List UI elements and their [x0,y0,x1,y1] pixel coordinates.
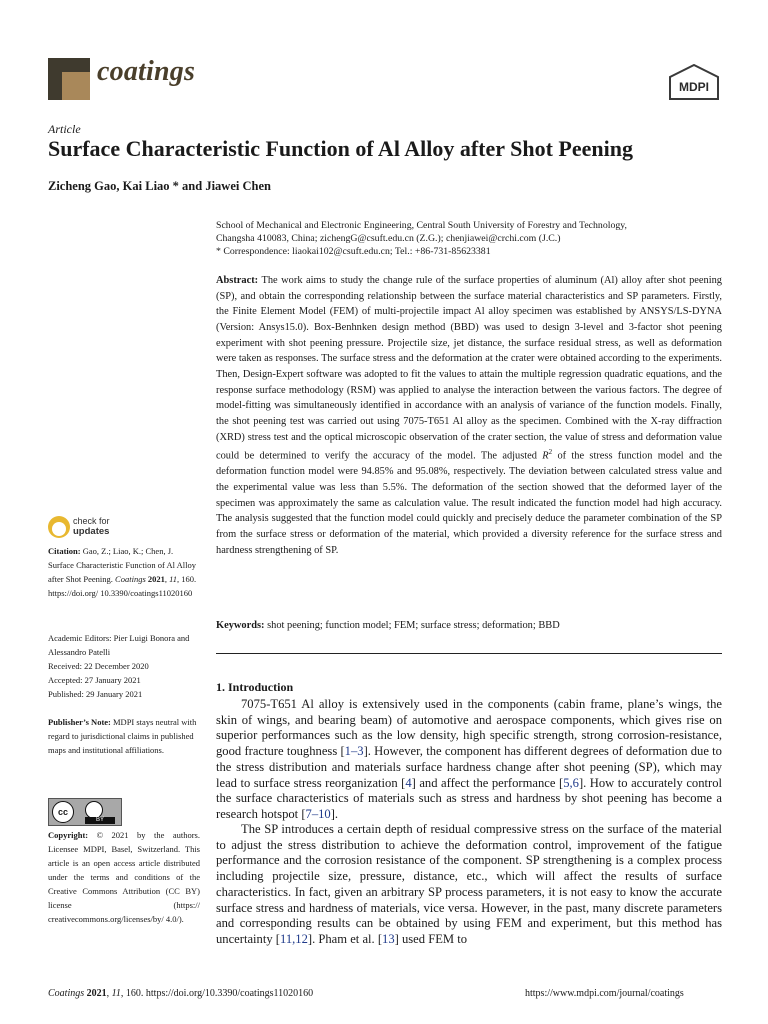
check-updates-label: check for [73,516,110,526]
publishers-note [48,715,200,757]
correspondence: * Correspondence: liaokai102@csuft.edu.cn; Tel.: +86-731-85623381 [216,246,491,257]
abstract-text: The work aims to study the change rule of the surface properties of aluminum (Al) alloy after shot peening (SP), and obtain the corresponding relationship between the surface material characteristics and SP parameters. Firstly, the Finite Element Model (FEM) of multi-projectile impact Al alloy specimen was established by ANSYS/LS-DYNA (Version: Ansys15.0). Box-Benhnken design method (BBD) was used to design 3-level and 3-factor shot peening experiment with shot peening pressure. Projectile size, jet distance, the surface residual stress, as well as deformation were taken as responses. The surface stress and the deformation at the crater were obtained according to the experiments. Then, Design-Expert software was adopted to fit the values to attain the multiple regression quadratic equations, and the response surface methodology (RSM) was applied to analyse the interaction between the various factors. The degree of model-fitting was simultaneously identified in accordance with an analysis of variance of the function models. Finally, the shot peening test was carried out using 7075-T651 Al alloy as the specimen. Combined with the X-ray diffraction (XRD) stress test and the optical microscopic observation of the crater section, the value of stress and deformation value could be determined to verify the accuracy of the model. The adjusted [216,275,722,462]
copyright-text: © 2021 by the authors. Licensee MDPI, Basel, Switzerland. This article is an open access article distributed under the terms and conditions of the Creative Commons Attribution (CC BY) license (https:// creativecommons.org/licenses/by/ 4.0/). [48,830,200,924]
copyright [48,828,200,926]
footer-doi[interactable]: , 160. https://doi.org/10.3390/coatings11020160 [120,988,314,999]
affiliation-line: School of Mechanical and Electronic Engineering, Central South University of Forestry and Technology, [216,220,627,231]
citation-text: Gao, Z.; Liao, K.; Chen, J. Surface Characteristic Function of Al Alloy after Shot Peening. [48,546,197,584]
paragraph-text: ]. [330,806,339,821]
copyright-label: Copyright: [48,830,89,840]
received-date: Received: 22 December 2020 [48,661,149,671]
reference-link[interactable]: 7–10 [305,806,331,821]
pubnote-text: MDPI stays neutral with regard to jurisdictional claims in published maps and institutional affiliations. [48,717,197,755]
citation-volume: 11 [169,574,177,584]
check-updates-icon [48,516,70,538]
reference-link[interactable]: 1–3 [344,744,364,759]
cc-by-license-icon[interactable] [48,798,122,826]
footer-journal-url[interactable]: https://www.mdpi.com/journal/coatings [525,988,684,999]
abstract [216,273,722,558]
paragraph-text: ]. How to accurately control the surface characteristics of materials such as stress and hardness by shot peening has become a research hotspot [ [216,775,722,821]
journal-logo-icon [48,58,90,100]
paragraph-text: ]. Pham et al. [ [307,931,383,946]
pubnote-label: Publisher’s Note: [48,717,111,727]
r-symbol: R [542,450,549,462]
paragraph-text: 7075-T651 Al alloy is extensively used in the components (cabin frame, plane’s wings, the skin of wings, and bearing beam) of automotive and aerospace components, which gives rise on superior performances such as the low density, high specific strength, strong corrosion-resistance, good fracture toughness [ [216,697,722,759]
paragraph [216,822,722,948]
reference-link[interactable]: 13 [382,931,395,946]
check-updates-label: updates [73,526,110,537]
mdpi-logo-text: MDPI [679,80,709,94]
page-title: Surface Characteristic Function of Al Alloy after Shot Peening [48,136,633,161]
journal-name: coatings [97,56,196,87]
paragraph-text: ]. However, the component has different degrees of deformation due to the stress distribution and materials surface hardness change after shot peening (SP), which may lead to surface stress reorganization [ [216,744,722,790]
paragraph-text: ] and affect the performance [ [411,775,564,790]
footer-volume: 11 [111,988,121,999]
superscript: 2 [548,448,553,457]
citation-journal: Coatings [115,574,146,584]
paragraph-text: ] used FEM to [394,931,468,946]
abstract-label: Abstract: [216,275,259,286]
mdpi-logo-icon[interactable] [668,64,720,100]
check-for-updates-button[interactable] [48,514,128,542]
divider [216,653,722,654]
by-label: BY [85,817,115,824]
affiliation-line: Changsha 410083, China; zichengG@csuft.edu.cn (Z.G.); chenjiawei@crchi.com (J.C.) [216,233,561,244]
reference-link[interactable]: 4 [405,775,412,790]
paragraph-text: The SP introduces a certain depth of residual compressive stress on the surface of the material to adjust the stress distribution to achieve the deformation control, improvement of the fatigue performance and the corrosion resistance of the component. SP strengthening is a complex process including projectile size, pressure, distance, etc., which will affect the results of surface characteristics. In fact, given an arbitrary SP process parameters, it is not easy to know the accurate surface stress and hardness of materials, vice versa. However, in the past, many discrete parameters and corresponding results can be obtained by using FEM and experiment, but this method has uncertainty [ [216,822,722,946]
citation-label: Citation: [48,546,81,556]
abstract-text: of the stress function model and the deformation function model were 94.85% and 95.08%, respectively. The deviation between calculated stress value and the experimental value was less than 5.5%. The deformation of the section showed that the deformed layer of the specimen was approximately the same as calculation value. The result indicated the function model had high accuracy. The analysis suggested that the function model could quickly and precisely deduce the parameter combination of the SP from the surface stress or deformation of the material, which provided a diversity reference for the surface stress and hardness strengthening of SP. [216,450,722,556]
footer-citation: Coatings 2021, 11, 160. https://doi.org/10.3390/coatings11020160 [48,988,314,999]
reference-link[interactable]: 11,12 [280,931,308,946]
accepted-date: Accepted: 27 January 2021 [48,675,141,685]
keywords-text: shot peening; function model; FEM; surface stress; deformation; BBD [264,620,560,631]
affiliation [216,219,726,258]
article-type: Article [48,122,81,136]
paragraph [216,697,722,823]
published-date: Published: 29 January 2021 [48,689,143,699]
reference-link[interactable]: 5,6 [563,775,579,790]
keywords [216,620,722,631]
authors: Zicheng Gao, Kai Liao * and Jiawei Chen [48,179,271,193]
editorial-info [48,631,200,701]
cc-icon: cc [52,801,74,823]
citation-doi[interactable]: , 160. https://doi.org/ 10.3390/coatings11020160 [48,574,197,598]
keywords-label: Keywords: [216,620,265,631]
citation: Citation: Gao, Z.; Liao, K.; Chen, J. Surface Characteristic Function of Al Alloy after Shot Peening. Coatings 2021, 11, 160. https://doi.org/ 10.3390/coatings11020160 [48,546,197,598]
footer-year: 2021 [86,988,107,999]
section-title: 1. Introduction [216,680,294,694]
citation-year: 2021 [147,574,165,584]
footer-journal: Coatings [48,988,85,999]
academic-editors: Academic Editors: Pier Luigi Bonora and Alessandro Patelli [48,633,190,657]
